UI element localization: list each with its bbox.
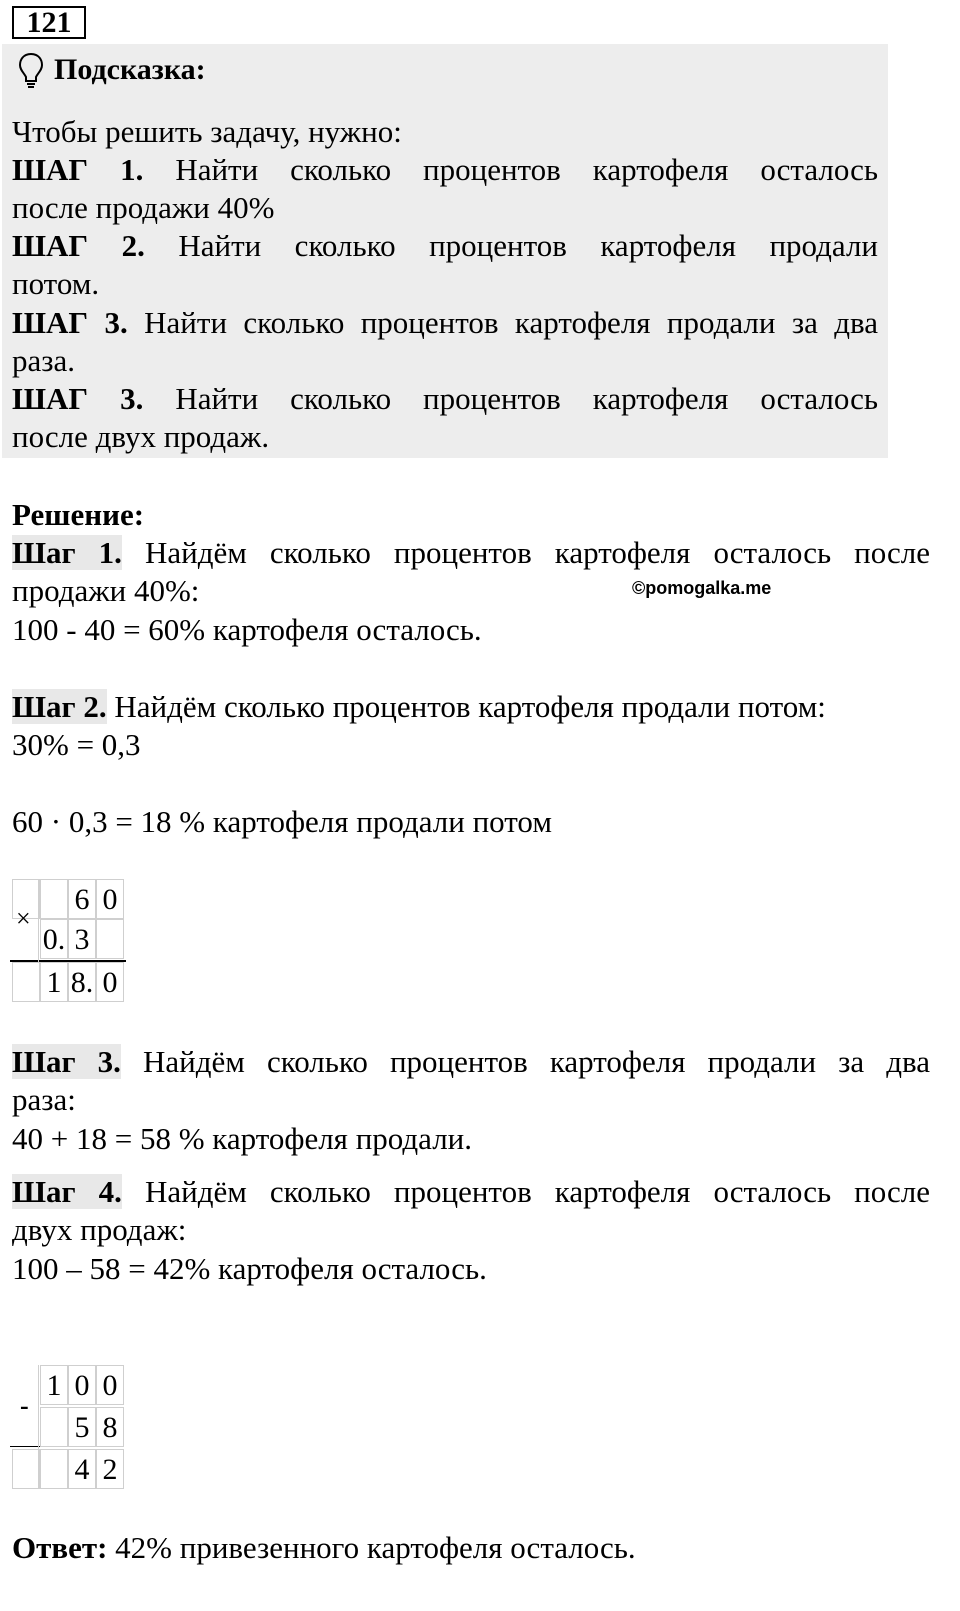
answer [12,1529,636,1567]
sub-cell: 1 [40,1365,68,1405]
hint-step-3-line2: раза. [12,343,76,378]
mult-cell: 1 [40,962,68,1002]
hint-title [18,52,206,88]
sub-cell [40,1407,68,1447]
hint-step-3-line1 [12,304,878,342]
step4-line2: двух продаж: [12,1212,187,1247]
hint-step-4-line1 [12,380,878,418]
hint-step-4-line2: после двух продаж. [12,419,270,454]
step2-conv: 30% = 0,3 [12,727,141,762]
hint-step-4-label: ШАГ 3. [12,381,144,416]
mult-cell: 0. [40,919,68,959]
hint-step-2-line1 [12,227,878,265]
sub-cell: 4 [68,1449,96,1489]
mult-cell [96,919,124,959]
step3-line2: раза: [12,1082,76,1117]
hint-intro: Чтобы решить задачу, нужно: [12,114,402,149]
sub-cell: 5 [68,1407,96,1447]
task-number: 121 [12,6,86,39]
step2-line [12,688,826,726]
hint-step-3-text: Найти сколько процентов картофеля продали за два [144,305,878,340]
step3-line1 [12,1043,930,1081]
hint-step-3-label: ШАГ 3. [12,305,128,340]
sub-cell [12,1449,40,1489]
step1-calc: 100 - 40 = 60% картофеля осталось. [12,612,482,647]
hint-step-1-text: Найти сколько процентов картофеля осталось [175,152,878,187]
hint-step-2-text: Найти сколько процентов картофеля продали [178,228,879,263]
step1-line1 [12,534,930,572]
sub-divider [38,1365,39,1489]
mult-cell [40,879,68,919]
mult-divider [38,879,39,962]
hint-step-2-line2: потом. [12,266,100,301]
hint-step-4-text: Найти сколько процентов картофеля осталось [175,381,878,416]
step4-label: Шаг 4. [12,1174,122,1209]
sub-cell: 8 [96,1407,124,1447]
step3-text: Найдём сколько процентов картофеля продали за два [143,1044,931,1079]
mult-result-line [10,960,126,962]
watermark: ©pomogalka.me [632,578,772,598]
step1-line2: продажи 40%: [12,573,200,608]
step2-text: Найдём сколько процентов картофеля продали потом: [114,689,826,724]
step1-label: Шаг 1. [12,535,122,570]
sub-cell: 2 [96,1449,124,1489]
step4-calc: 100 – 58 = 42% картофеля осталось. [12,1251,487,1286]
mult-cell: 8. [68,962,96,1002]
hint-step-1-label: ШАГ 1. [12,152,144,187]
sub-result-line [10,1446,40,1447]
step4-text: Найдём сколько процентов картофеля осталось после [144,1174,930,1209]
minus-sign: - [20,1391,29,1420]
mult-cell: 6 [68,879,96,919]
hint-step-1-line1 [12,151,878,189]
solution-title: Решение: [12,497,145,532]
answer-text: 42% привезенного картофеля осталось. [115,1530,636,1565]
mult-cell: 3 [68,919,96,959]
mult-cell: 0 [96,962,124,1002]
mult-cell: 0 [96,879,124,919]
mult-cell [12,962,40,1002]
step1-text: Найдём сколько процентов картофеля осталось после [144,535,930,570]
sub-cell: 0 [68,1365,96,1405]
step4-line1 [12,1173,930,1211]
hint-step-1-line2: после продажи 40% [12,190,275,225]
hint-title-text: Подсказка: [54,53,206,86]
step2-label: Шаг 2. [12,689,107,724]
hint-step-2-label: ШАГ 2. [12,228,145,263]
lightbulb-icon [18,52,44,88]
step3-calc: 40 + 18 = 58 % картофеля продали. [12,1121,473,1156]
sub-cell: 0 [96,1365,124,1405]
sub-cell [40,1449,68,1489]
step3-label: Шаг 3. [12,1044,121,1079]
answer-label: Ответ: [12,1530,108,1565]
multiply-sign: × [16,904,31,933]
step2-calc: 60 · 0,3 = 18 % картофеля продали потом [12,804,552,839]
